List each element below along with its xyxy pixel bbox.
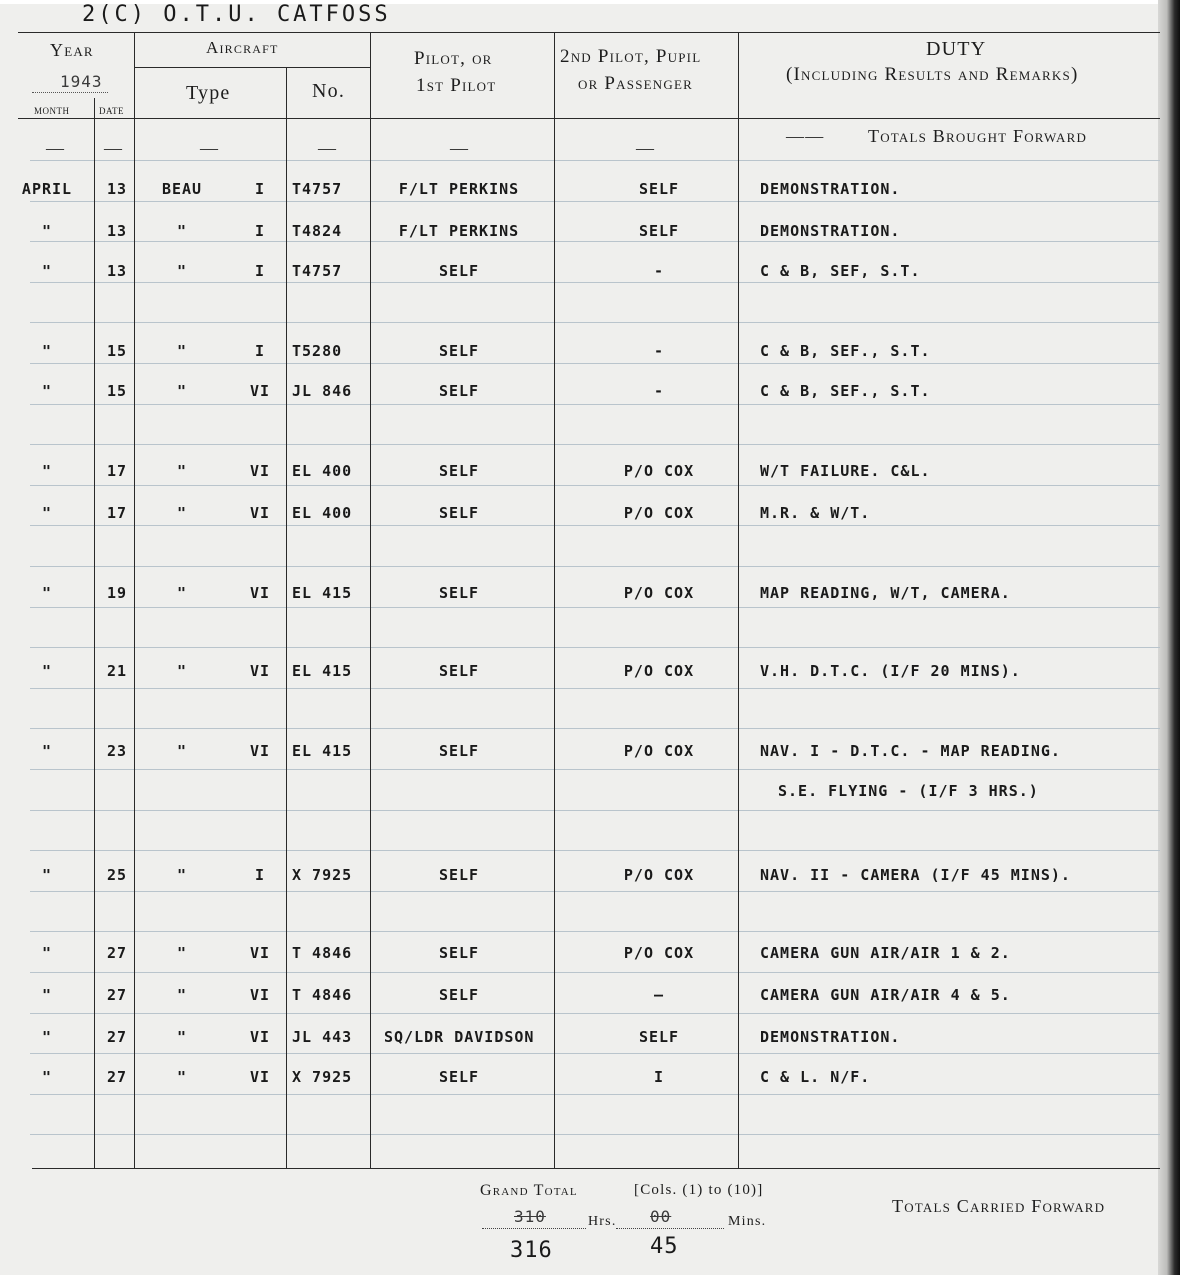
hrs-dotted-rule — [482, 1228, 586, 1229]
entry-duty: NAV. I - D.T.C. - MAP READING. — [760, 742, 1061, 760]
aircraft-subheader-rule — [134, 67, 370, 68]
entry-aircraft-mark: VI — [249, 504, 271, 522]
entry-aircraft-type: " — [176, 382, 188, 400]
entry-second-pilot: P/O COX — [623, 944, 695, 962]
ruled-line — [30, 525, 1160, 526]
entry-duty: C & B, SEF., S.T. — [760, 382, 931, 400]
year-value: 1943 — [60, 72, 103, 91]
entry-pilot: F/LT PERKINS — [398, 222, 520, 240]
ruled-line — [30, 810, 1160, 811]
aircraft-label: Aircraft — [206, 38, 279, 57]
month-label: MONTH — [34, 106, 70, 116]
header-top-rule — [18, 32, 1160, 33]
entry-aircraft-mark: VI — [249, 1068, 271, 1086]
entry-date: 15 — [106, 382, 128, 400]
entry-second-pilot: - — [653, 382, 665, 400]
entry-aircraft-number: JL 443 — [292, 1028, 353, 1046]
mins-struck-value: 00 — [650, 1207, 672, 1226]
entry-pilot: SELF — [438, 944, 480, 962]
col-divider-type-no — [286, 67, 287, 1168]
ruled-line — [30, 282, 1160, 283]
ruled-line — [30, 972, 1160, 973]
entry-month: " — [41, 742, 53, 760]
entry-duty: C & B, SEF., S.T. — [760, 342, 931, 360]
mins-dotted-rule — [616, 1228, 724, 1229]
pilot-label-line1: Pilot, or — [414, 48, 493, 69]
second-pilot-label-line1: 2nd Pilot, Pupil — [560, 46, 702, 67]
entry-second-pilot: - — [653, 342, 665, 360]
entry-month: " — [41, 584, 53, 602]
table-bottom-rule — [32, 1168, 1160, 1169]
entry-pilot: SELF — [438, 584, 480, 602]
ruled-line — [30, 363, 1160, 364]
mins-label: Mins. — [728, 1214, 767, 1229]
no-label: No. — [312, 80, 346, 102]
entry-duty: DEMONSTRATION. — [760, 180, 901, 198]
entry-duty: CAMERA GUN AIR/AIR 4 & 5. — [760, 986, 1011, 1004]
totals-carried-forward-label: Totals Carried Forward — [892, 1196, 1106, 1216]
unit-title: 2(C) O.T.U. CATFOSS — [82, 2, 391, 27]
entry-second-pilot: P/O COX — [623, 584, 695, 602]
entry-second-pilot: P/O COX — [623, 866, 695, 884]
entry-second-pilot: — — [653, 986, 665, 1004]
entry-pilot: SELF — [438, 1068, 480, 1086]
entry-aircraft-type: " — [176, 742, 188, 760]
entry-month: " — [41, 462, 53, 480]
entry-aircraft-type: " — [176, 504, 188, 522]
entry-aircraft-mark: VI — [249, 742, 271, 760]
entry-duty: M.R. & W/T. — [760, 504, 871, 522]
entry-date: 27 — [106, 1068, 128, 1086]
entry-aircraft-mark: VI — [249, 382, 271, 400]
entry-date: 25 — [106, 866, 128, 884]
entry-duty: MAP READING, W/T, CAMERA. — [760, 584, 1011, 602]
entry-month: " — [41, 662, 53, 680]
entry-duty: W/T FAILURE. C&L. — [760, 462, 931, 480]
entry-aircraft-number: T 4846 — [292, 944, 353, 962]
entry-aircraft-type: " — [176, 222, 188, 240]
duty-sublabel: (Including Results and Remarks) — [786, 64, 1079, 85]
col-divider-pilot-second — [554, 32, 555, 1168]
entry-aircraft-number: EL 400 — [292, 504, 353, 522]
ruled-line — [30, 241, 1160, 242]
entry-pilot: SELF — [438, 742, 480, 760]
entry-aircraft-mark: I — [254, 222, 266, 240]
entry-month: " — [41, 262, 53, 280]
ruled-line — [30, 404, 1160, 405]
col-divider-no-pilot — [370, 32, 371, 1168]
entry-pilot: SELF — [438, 662, 480, 680]
entry-duty: CAMERA GUN AIR/AIR 1 & 2. — [760, 944, 1011, 962]
ruled-line — [30, 485, 1160, 486]
ruled-line — [30, 931, 1160, 932]
entry-aircraft-mark: VI — [249, 662, 271, 680]
entry-aircraft-mark: VI — [249, 462, 271, 480]
entry-duty: C & L. N/F. — [760, 1068, 871, 1086]
date-label: DATE — [99, 106, 124, 116]
entry-month: " — [41, 986, 53, 1004]
entry-second-pilot: P/O COX — [623, 742, 695, 760]
entry-duty: V.H. D.T.C. (I/F 20 MINS). — [760, 662, 1021, 680]
ruled-line — [30, 769, 1160, 770]
totals-brought-forward-label: Totals Brought Forward — [868, 126, 1088, 146]
entry-aircraft-number: JL 846 — [292, 382, 353, 400]
entry-month: " — [41, 342, 53, 360]
entry-second-pilot: SELF — [638, 180, 680, 198]
entry-month: " — [41, 1028, 53, 1046]
entry-aircraft-type: " — [176, 1068, 188, 1086]
ruled-line — [30, 1053, 1160, 1054]
entry-aircraft-number: T4824 — [292, 222, 343, 240]
ruled-line — [30, 201, 1160, 202]
entry-month: " — [41, 222, 53, 240]
entry-aircraft-type: " — [176, 866, 188, 884]
entry-aircraft-mark: VI — [249, 1028, 271, 1046]
entry-aircraft-number: T5280 — [292, 342, 343, 360]
bf-second-dash: — — [636, 138, 656, 158]
entry-aircraft-mark: I — [254, 180, 266, 198]
entry-duty-continuation: S.E. FLYING - (I/F 3 HRS.) — [778, 782, 1039, 800]
second-pilot-label-line2: or Passenger — [578, 73, 693, 94]
entry-pilot: SELF — [438, 866, 480, 884]
entry-aircraft-mark: I — [254, 262, 266, 280]
bf-date-dash: — — [104, 138, 124, 158]
header-bottom-rule — [18, 118, 1160, 119]
entry-aircraft-type: " — [176, 262, 188, 280]
entry-second-pilot: SELF — [638, 1028, 680, 1046]
entry-aircraft-number: X 7925 — [292, 1068, 353, 1086]
entry-pilot: SELF — [438, 986, 480, 1004]
entry-aircraft-number: EL 415 — [292, 742, 353, 760]
bf-duty-dash: —— — [786, 126, 825, 146]
hrs-struck-value: 310 — [514, 1207, 546, 1226]
entry-aircraft-type: " — [176, 1028, 188, 1046]
duty-label: DUTY — [926, 38, 987, 60]
ruled-line — [30, 1094, 1160, 1095]
hrs-label: Hrs. — [588, 1214, 617, 1229]
ruled-line — [30, 647, 1160, 648]
ruled-line — [30, 160, 1160, 161]
entry-aircraft-number: EL 415 — [292, 662, 353, 680]
entry-aircraft-type: " — [176, 342, 188, 360]
ruled-line — [30, 1013, 1160, 1014]
entry-aircraft-number: T4757 — [292, 180, 343, 198]
entry-date: 19 — [106, 584, 128, 602]
entry-pilot: F/LT PERKINS — [398, 180, 520, 198]
bf-month-dash: — — [46, 138, 66, 158]
ruled-line — [30, 607, 1160, 608]
entry-second-pilot: P/O COX — [623, 662, 695, 680]
entry-month: " — [41, 944, 53, 962]
entry-month: " — [41, 382, 53, 400]
grand-total-label: Grand Total — [480, 1182, 578, 1199]
entry-duty: DEMONSTRATION. — [760, 222, 901, 240]
entry-date: 17 — [106, 462, 128, 480]
entry-date: 23 — [106, 742, 128, 760]
entry-aircraft-mark: VI — [249, 944, 271, 962]
entry-date: 13 — [106, 180, 128, 198]
hrs-total-value: 316 — [510, 1238, 553, 1263]
cols-label: [Cols. (1) to (10)] — [634, 1182, 764, 1198]
bf-pilot-dash: — — [450, 138, 470, 158]
entry-date: 27 — [106, 986, 128, 1004]
entry-pilot: SELF — [438, 262, 480, 280]
entry-second-pilot: I — [653, 1068, 665, 1086]
bf-no-dash: — — [318, 138, 338, 158]
entry-aircraft-number: X 7925 — [292, 866, 353, 884]
entry-pilot: SELF — [438, 504, 480, 522]
entry-aircraft-number: T4757 — [292, 262, 343, 280]
ruled-line — [30, 891, 1160, 892]
entry-duty: DEMONSTRATION. — [760, 1028, 901, 1046]
entry-month: " — [41, 866, 53, 884]
entry-aircraft-mark: VI — [249, 584, 271, 602]
entry-pilot: SELF — [438, 382, 480, 400]
entry-second-pilot: SELF — [638, 222, 680, 240]
entry-date: 27 — [106, 1028, 128, 1046]
col-divider-month-date — [94, 98, 95, 1168]
ruled-line — [30, 728, 1160, 729]
entry-aircraft-type: " — [176, 986, 188, 1004]
ruled-line — [30, 566, 1160, 567]
year-dotted-rule — [32, 92, 108, 93]
entry-aircraft-type: " — [176, 662, 188, 680]
col-divider-second-duty — [738, 32, 739, 1168]
entry-date: 17 — [106, 504, 128, 522]
ruled-line — [30, 322, 1160, 323]
ruled-line — [30, 688, 1160, 689]
col-divider-date-type — [134, 32, 135, 1168]
entry-month: " — [41, 504, 53, 522]
entry-date: 13 — [106, 262, 128, 280]
entry-date: 13 — [106, 222, 128, 240]
entry-aircraft-mark: I — [254, 342, 266, 360]
entry-aircraft-number: EL 415 — [292, 584, 353, 602]
entry-aircraft-mark: VI — [249, 986, 271, 1004]
entry-second-pilot: P/O COX — [623, 462, 695, 480]
mins-total-value: 45 — [650, 1234, 679, 1259]
ruled-line — [30, 444, 1160, 445]
entry-date: 15 — [106, 342, 128, 360]
bf-type-dash: — — [200, 138, 220, 158]
entry-aircraft-type: " — [176, 584, 188, 602]
entry-date: 21 — [106, 662, 128, 680]
book-binding-edge — [1158, 0, 1180, 1275]
entry-aircraft-type: " — [176, 462, 188, 480]
entry-pilot: SELF — [438, 462, 480, 480]
entry-aircraft-number: T 4846 — [292, 986, 353, 1004]
entry-month: APRIL — [21, 180, 73, 198]
entry-aircraft-mark: I — [254, 866, 266, 884]
year-label: Year — [50, 40, 94, 60]
entry-aircraft-type: " — [176, 944, 188, 962]
entry-aircraft-number: EL 400 — [292, 462, 353, 480]
entry-month: " — [41, 1068, 53, 1086]
entry-aircraft-type: BEAU — [161, 180, 203, 198]
entry-date: 27 — [106, 944, 128, 962]
entry-second-pilot: P/O COX — [623, 504, 695, 522]
ruled-line — [30, 1134, 1160, 1135]
entry-duty: C & B, SEF, S.T. — [760, 262, 921, 280]
entry-second-pilot: - — [653, 262, 665, 280]
ruled-line — [30, 850, 1160, 851]
entry-pilot: SELF — [438, 342, 480, 360]
type-label: Type — [186, 82, 231, 104]
entry-duty: NAV. II - CAMERA (I/F 45 MINS). — [760, 866, 1071, 884]
pilot-label-line2: 1st Pilot — [416, 75, 497, 96]
entry-pilot: SQ/LDR DAVIDSON — [384, 1028, 535, 1046]
